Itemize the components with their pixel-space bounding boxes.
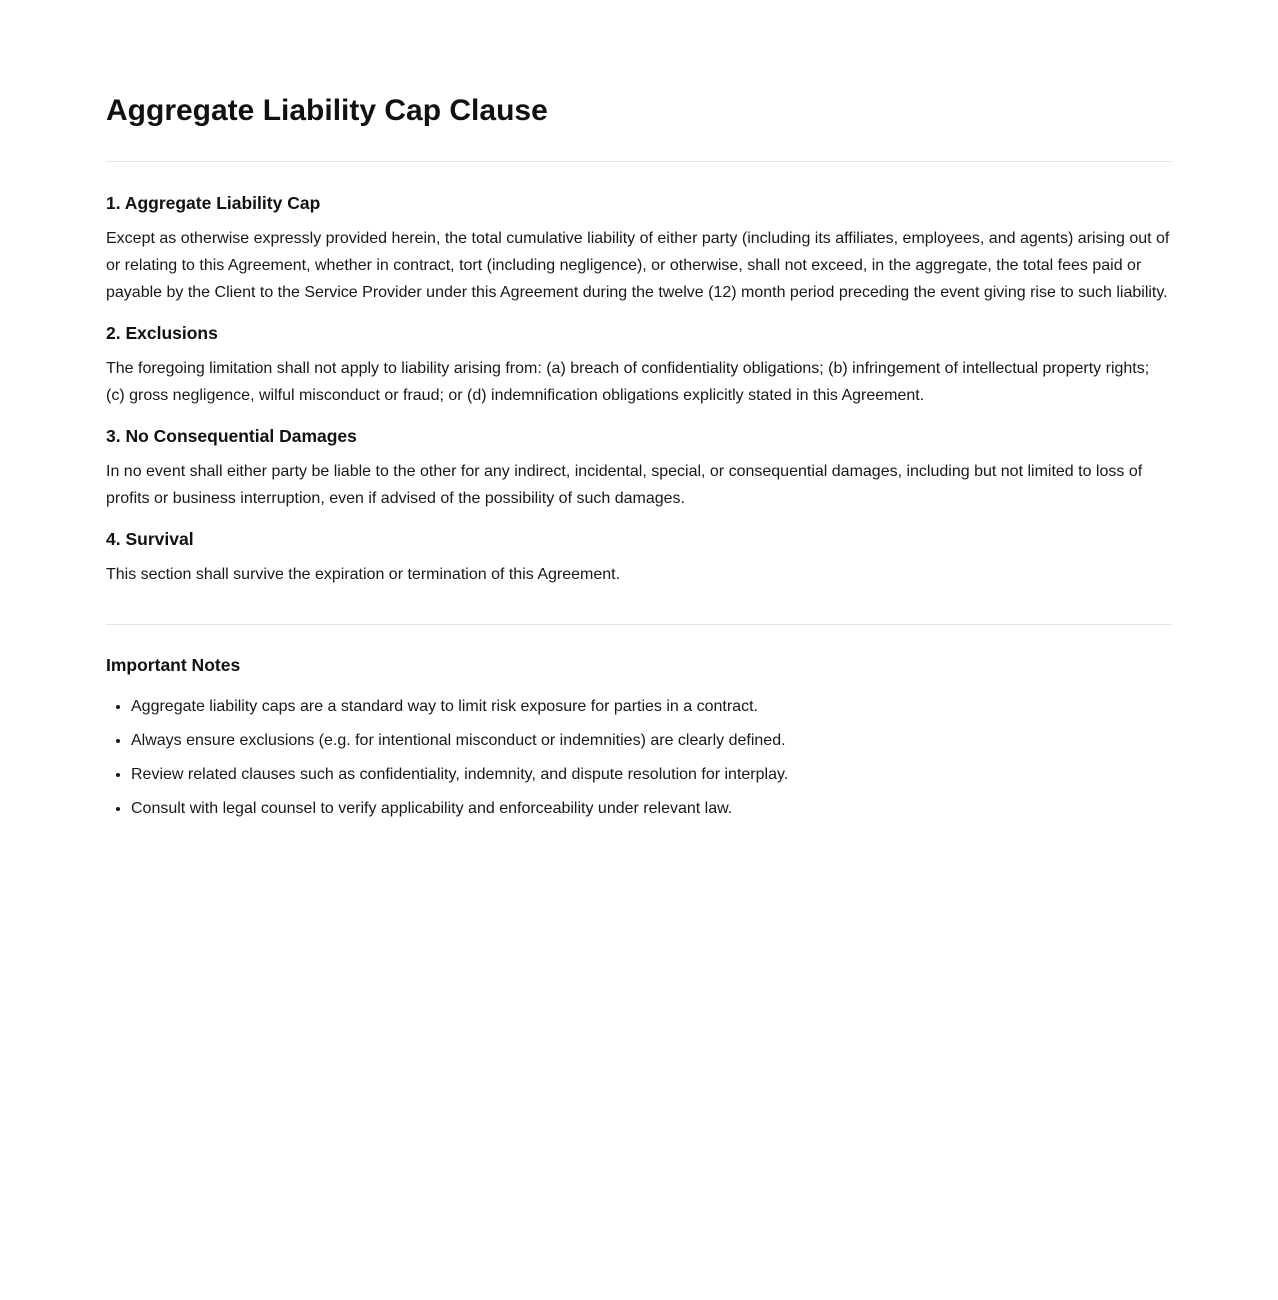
page-title: Aggregate Liability Cap Clause [106,94,548,127]
section-aggregate-liability-cap [106,193,1172,306]
list-item: • Review related clauses such as confidentiality, indemnity, and dispute resolution for interplay. [131,761,1172,788]
section-survival [106,529,1172,588]
list-item: • Aggregate liability caps are a standard way to limit risk exposure for parties in a contract. [131,693,1172,720]
notes-list [106,693,1172,822]
section-body-1: Except as otherwise expressly provided herein, the total cumulative liability of either party (including its affiliates, employees, and agents) arising out of or relating to this Agreement, whether in contract, tort (including negligence), or otherwise, shall not exceed, in the aggregate, the total fees paid or payable by the Client to the Service Provider under this Agreement during the twelve (12) month period preceding the event giving rise to such liability. [106,230,1170,301]
top-divider [106,161,1172,162]
document-page [106,0,1172,822]
section-body-3: In no event shall either party be liable to the other for any indirect, incidental, special, or consequential damages, including but not limited to loss of profits or business interruption, even if advised of the possibility of such damages. [106,463,1143,507]
section-heading-4: 4. Survival [106,529,194,549]
section-body-4: This section shall survive the expiration or termination of this Agreement. [106,566,621,583]
bottom-divider [106,624,1172,625]
section-heading-1: 1. Aggregate Liability Cap [106,193,321,213]
list-item: • Consult with legal counsel to verify applicability and enforceability under relevant law. [131,795,1172,822]
section-body-2: The foregoing limitation shall not apply to liability arising from: (a) breach of confidentiality obligations; (b) infringement of intellectual property rights; (c) gross negligence, wilful misconduct or fraud; or (d) indemnification obligations explicitly stated in this Agreement. [106,360,1150,404]
list-item: • Always ensure exclusions (e.g. for intentional misconduct or indemnities) are clearly defined. [131,727,1172,754]
notes-heading: Important Notes [106,655,241,675]
section-heading-3: 3. No Consequential Damages [106,426,357,446]
section-exclusions [106,323,1172,409]
section-no-consequential-damages [106,426,1172,512]
important-notes-section [106,655,1172,822]
section-heading-2: 2. Exclusions [106,323,218,343]
